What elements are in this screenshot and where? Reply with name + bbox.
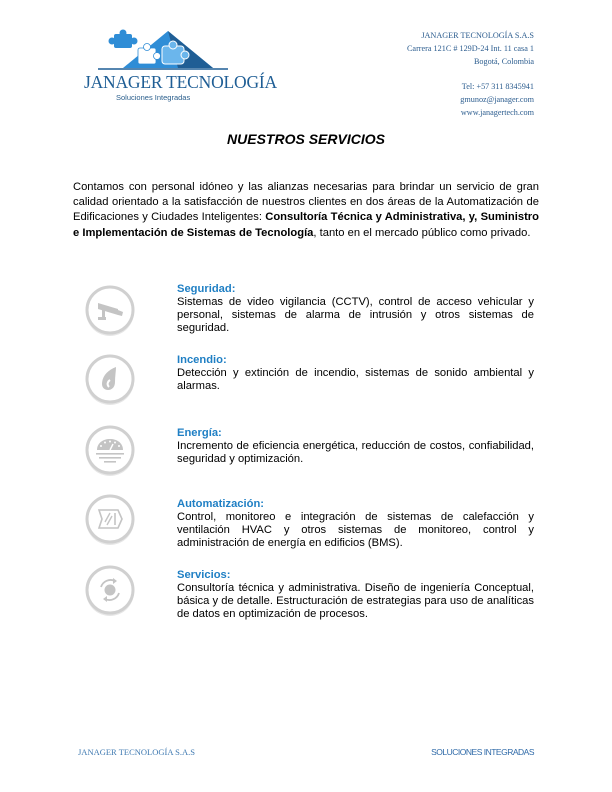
company-logo bbox=[78, 28, 277, 103]
logo-tagline: Soluciones Integradas bbox=[116, 93, 191, 102]
flame-icon bbox=[84, 354, 136, 406]
service-description: Incremento de eficiencia energética, reducción de costos, confiabilidad, seguridad y optimización. bbox=[177, 440, 534, 466]
puzzle-mountain-logo-icon bbox=[78, 28, 238, 74]
footer-company: JANAGER TECNOLOGÍA S.A.S bbox=[78, 747, 195, 757]
service-description: Sistemas de video vigilancia (CCTV), control de acceso vehicular y personal, sistemas de alarma de intrusión y otros sistemas de seguridad. bbox=[177, 296, 534, 335]
footer-tagline: SOLUCIONES INTEGRADAS bbox=[431, 747, 534, 757]
service-title: Energía: bbox=[177, 427, 222, 439]
intro-paragraph bbox=[73, 180, 539, 241]
contact-phone: Tel: +57 311 8345941 bbox=[461, 82, 534, 92]
intro-bold-text: Consultoría Técnica y Administrativa, y, Suministro e Implementación de Sistemas de Tecnología bbox=[73, 211, 539, 239]
service-title: Automatización: bbox=[177, 498, 265, 510]
contact-website[interactable]: www.janagertech.com bbox=[460, 107, 534, 117]
contact-email[interactable]: gmunoz@janager.com bbox=[460, 95, 534, 105]
service-title: Incendio: bbox=[177, 354, 227, 366]
service-title: Servicios: bbox=[177, 569, 231, 581]
page-title: NUESTROS SERVICIOS bbox=[227, 131, 385, 147]
service-description: Control, monitoreo e integración de sistemas de calefacción y ventilación HVAC y otros sistemas de monitoreo, control y administración de energía en edificios (BMS). bbox=[177, 511, 534, 550]
service-title: Seguridad: bbox=[177, 283, 236, 295]
service-description: Consultoría técnica y administrativa. Diseño de ingeniería Conceptual, básica y de detalle. Estructuración de estrategias para uso de analíticas de datos en optimización de procesos. bbox=[177, 582, 534, 621]
service-description: Detección y extinción de incendio, sistemas de sonido ambiental y alarmas. bbox=[177, 367, 534, 393]
refresh-cycle-icon bbox=[84, 565, 136, 617]
intro-text: Contamos con personal idóneo y las alianzas necesarias para brindar un servicio de gran calidad orientado a la satisfacción de nuestros clientes en dos áreas de la Automatización de Edificaciones y Ciudades Inteligentes: bbox=[73, 181, 539, 224]
intro-text-end: , tanto en el mercado público como privado. bbox=[313, 226, 531, 239]
contact-block bbox=[407, 30, 534, 120]
gauge-meter-icon bbox=[84, 425, 136, 477]
logo-company-name: JANAGER TECNOLOGÍA bbox=[84, 72, 277, 92]
automation-panel-icon bbox=[84, 494, 136, 546]
contact-address: Carrera 121C # 129D-24 Int. 11 casa 1 bbox=[406, 43, 534, 53]
cctv-camera-icon bbox=[84, 285, 136, 337]
contact-city: Bogotá, Colombia bbox=[473, 56, 534, 66]
contact-company: JANAGER TECNOLOGÍA S.A.S bbox=[421, 31, 534, 40]
